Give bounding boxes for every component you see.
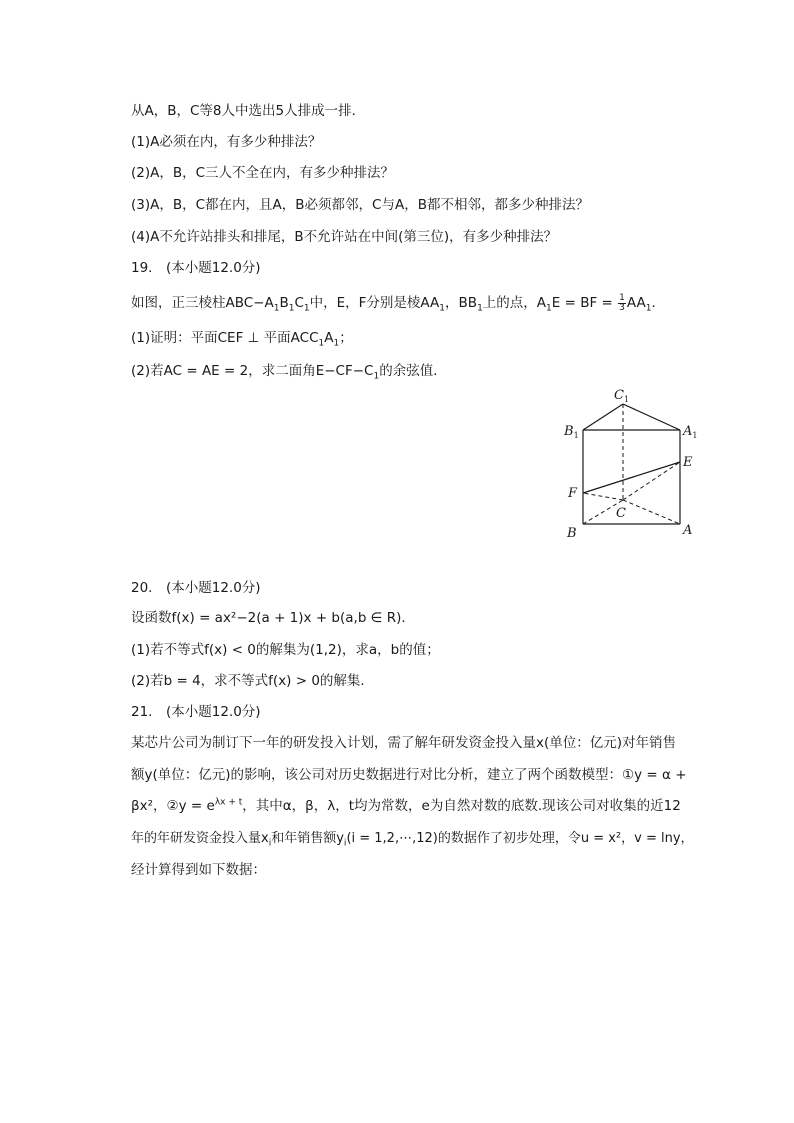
edge-c1-a1 — [623, 404, 680, 430]
p20-question-2: (2)若b = 4，求不等式f(x) > 0的解集． — [131, 673, 374, 689]
label-c1: $C_1$ — [614, 388, 630, 404]
segment-f-e — [583, 462, 680, 493]
hidden-edge-c-a — [623, 500, 680, 524]
p19-header: 19. (本小题12.0分) — [131, 260, 261, 276]
p18-intro: 从A，B，C等8人中选出5人排成一排． — [131, 103, 366, 119]
p20-question-1: (1)若不等式f(x) < 0的解集为(1,2)，求a，b的值； — [131, 642, 440, 658]
p21-header: 21. (本小题12.0分) — [131, 704, 261, 720]
label-c: C — [616, 506, 626, 521]
p20-stem: 设函数f(x) = ax²−2(a + 1)x + b(a,b ∈ R)． — [131, 610, 415, 626]
p21-line-2: 额y(单位：亿元)的影响，该公司对历史数据进行对比分析，建立了两个函数模型：①y = α + — [131, 767, 687, 783]
p18-question-4: (4)A不允许站排头和排尾，B不允许站在中间(第三位)，有多少种排法？ — [131, 229, 558, 245]
edge-b1-c1 — [583, 404, 623, 430]
p18-question-2: (2)A，B，C三人不全在内，有多少种排法？ — [131, 165, 395, 181]
p19-question-2: (2)若AC = AE = 2，求二面角$E-CF-C_1$的余弦值． — [131, 363, 447, 382]
p20-header: 20. (本小题12.0分) — [131, 580, 261, 596]
label-a1: $A_1$ — [683, 424, 698, 440]
p21-line-3: βx²，②y = $e^{\lambda x + t}$，其中α，β，λ，t均为常数，e为自然对数的底数.现该公司对收集的近12 — [131, 797, 681, 814]
p21-line-4: 年的年研发资金投入量$x_i$和年销售额$y_i(i$ = 1,2,⋯,12)的数据作了初步处理，令u = x²，v = lny， — [131, 831, 694, 849]
fraction-one-third: $\frac{1}{3}$ — [619, 292, 625, 313]
hidden-segment-c-f — [583, 493, 623, 500]
p19-question-1: (1)证明：平面CEF ⊥ 平面$ACC_1A_1$； — [131, 330, 353, 349]
label-f: F — [568, 486, 578, 501]
p21-line-5: 经计算得到如下数据： — [131, 862, 266, 878]
hidden-segment-c-e — [623, 462, 680, 500]
p18-question-1: (1)A必须在内，有多少种排法？ — [131, 134, 322, 150]
label-b1: $B_1$ — [564, 424, 579, 440]
label-b: B — [567, 526, 577, 541]
label-a: A — [683, 523, 693, 538]
label-e: E — [683, 455, 693, 470]
p21-line-1: 某芯片公司为制订下一年的研发投入计划，需了解年研发资金投入量x(单位：亿元)对年销售 — [131, 735, 677, 751]
p19-stem: 如图，正三棱柱$ABC-A_1B_1C_1$中，E，F分别是棱$AA_1$，$BB_1$上的点，$A_1E$ = BF = $\frac{1}{3}$ $AA_1$． — [131, 292, 665, 314]
p18-question-3: (3)A，B，C都在内，且A，B必须都邻，C与A，B都不相邻，都多少种排法？ — [131, 197, 589, 213]
